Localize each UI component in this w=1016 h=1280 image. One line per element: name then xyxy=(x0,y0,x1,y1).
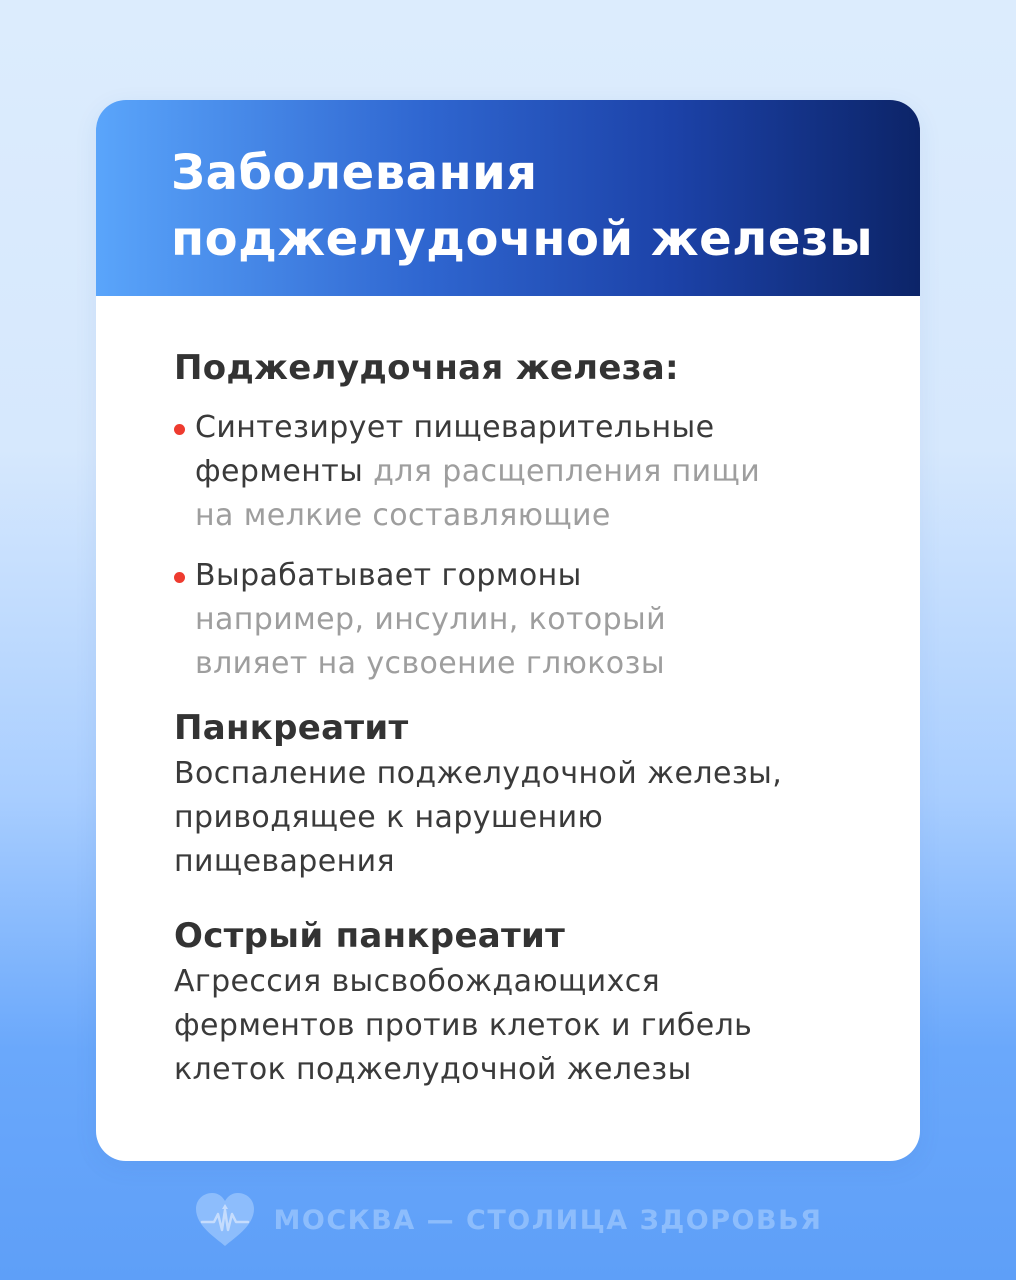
definition-line: приводящее к нарушению xyxy=(174,800,604,835)
heart-kremlin-icon xyxy=(194,1192,256,1248)
page-title xyxy=(171,140,920,272)
bullet-1-muted-inline: для расщепления пищи xyxy=(363,454,761,489)
definition-pancreatitis xyxy=(174,704,920,884)
card-body xyxy=(96,296,920,1092)
bullet-2-muted-line-2: влияет на усвоение глюкозы xyxy=(195,646,665,681)
definition-line: ферментов против клеток и гибель xyxy=(174,1008,753,1043)
definition-text xyxy=(174,960,920,1092)
title-line-2: поджелудочной железы xyxy=(171,211,874,267)
pancreas-function-list xyxy=(174,406,920,686)
definition-heading: Панкреатит xyxy=(174,708,409,748)
bullet-1-strong-cont: ферменты xyxy=(195,454,364,489)
bullet-2-strong: Вырабатывает гормоны xyxy=(195,558,582,593)
footer-slogan: МОСКВА — СТОЛИЦА ЗДОРОВЬЯ xyxy=(273,1204,823,1236)
definition-text xyxy=(174,752,920,884)
definition-line: Агрессия высвобождающихся xyxy=(174,964,661,999)
red-bullet-icon xyxy=(174,424,185,435)
definition-line: Воспаление поджелудочной железы, xyxy=(174,756,783,791)
title-line-1: Заболевания xyxy=(171,145,538,201)
red-bullet-icon xyxy=(174,572,185,583)
bullet-1-strong: Синтезирует пищеварительные xyxy=(195,410,715,445)
bullet-2-muted-line-1: например, инсулин, который xyxy=(195,602,667,637)
card-header xyxy=(96,100,920,296)
list-item xyxy=(174,554,920,686)
definition-acute-pancreatitis xyxy=(174,912,920,1092)
footer-brand xyxy=(0,1190,1016,1250)
pancreas-heading: Поджелудочная железа: xyxy=(174,348,679,388)
bullet-1-muted-line: на мелкие составляющие xyxy=(195,498,611,533)
definition-line: клеток поджелудочной железы xyxy=(174,1052,692,1087)
info-card xyxy=(96,100,920,1161)
list-item xyxy=(174,406,920,538)
definition-line: пищеварения xyxy=(174,844,395,879)
definition-heading: Острый панкреатит xyxy=(174,916,566,956)
bullet-1-line-2 xyxy=(195,450,920,494)
